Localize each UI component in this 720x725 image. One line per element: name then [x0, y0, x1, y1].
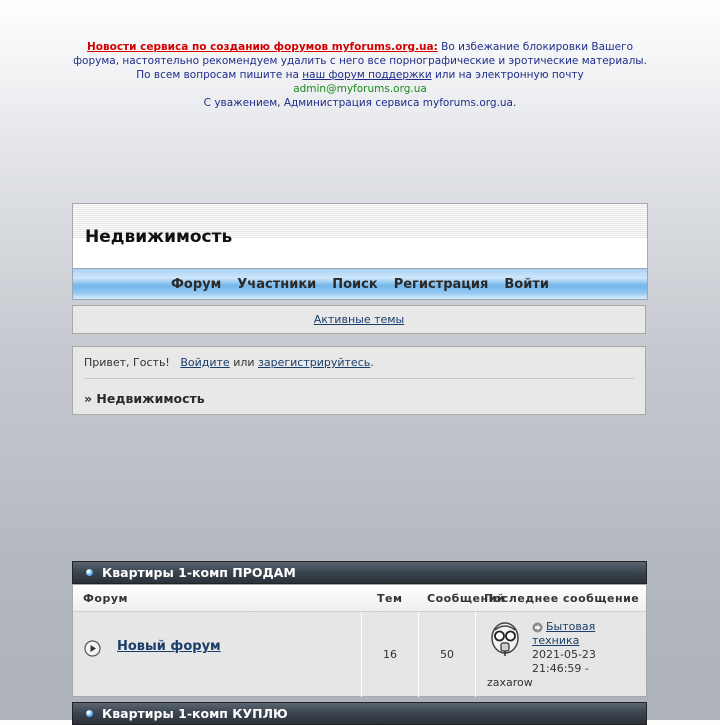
divider: [84, 378, 634, 379]
breadcrumb: » Недвижимость: [84, 391, 205, 406]
support-forum-link[interactable]: наш форум поддержки: [302, 69, 432, 81]
news-link[interactable]: Новости сервиса по созданию форумов myforums.org.ua:: [86, 41, 438, 53]
guest-welcome-box: [72, 346, 646, 415]
col-last-post: Последнее сообщение: [484, 592, 640, 605]
topics-count: 16: [383, 648, 397, 661]
admin-email: admin@myforums.org.ua: [293, 83, 427, 95]
or-text: или: [229, 356, 259, 369]
category-title[interactable]: Квартиры 1-комп КУПЛЮ: [102, 706, 288, 721]
forum-name-link[interactable]: Новый форум: [117, 639, 221, 654]
col-topics: Тем: [377, 592, 403, 605]
last-post-cell: [476, 612, 646, 697]
nav-login[interactable]: Войти: [504, 276, 549, 292]
last-post-date: 2021-05-23 21:46:59 -: [532, 648, 596, 675]
active-topics-box: [72, 305, 646, 334]
forum-header: [72, 203, 648, 268]
nav-members[interactable]: Участники: [237, 276, 317, 292]
forum-cell: [73, 612, 362, 697]
guest-greeting: Привет, Гость!: [84, 356, 170, 369]
col-posts: Сообщений: [427, 592, 506, 605]
posts-count: 50: [440, 648, 454, 661]
notice-text-2: или на электронную почту: [431, 69, 584, 81]
category-header: [72, 702, 647, 725]
nav-register[interactable]: Регистрация: [393, 276, 489, 292]
last-post-link[interactable]: Бытовая техника: [532, 620, 596, 647]
category-header: [72, 561, 647, 584]
table-header: [73, 585, 646, 612]
category-title[interactable]: Квартиры 1-комп ПРОДАМ: [102, 565, 296, 580]
main-nav: [72, 268, 648, 300]
active-topics-link[interactable]: Активные темы: [313, 313, 405, 326]
notice-text-1: Во избежание блокировки Вашего форума, настоятельно рекомендуем удалить с него все порнографические и эротические материалы. По всем вопросам пишите на: [73, 41, 647, 81]
guest-line: [84, 356, 634, 369]
table-row: [73, 612, 646, 697]
notice-signature: С уважением, Администрация сервиса myforums.org.ua.: [203, 97, 517, 109]
nav-search[interactable]: Поиск: [332, 276, 378, 292]
last-post-user: zaxarow: [487, 676, 533, 689]
service-notice: [70, 40, 650, 110]
col-forum: Форум: [83, 592, 129, 605]
avatar[interactable]: [486, 620, 524, 658]
posts-cell: [419, 612, 476, 697]
blue-bullet-icon: [86, 569, 93, 576]
play-circle-icon: [84, 640, 101, 657]
nav-forum[interactable]: Форум: [171, 276, 222, 292]
forum-table: [72, 584, 647, 697]
register-link[interactable]: зарегистрируйтесь: [258, 356, 371, 369]
period: .: [370, 356, 374, 369]
login-link[interactable]: Войдите: [180, 356, 230, 369]
topics-cell: [362, 612, 419, 697]
blue-bullet-icon: [86, 710, 93, 717]
forum-title: Недвижимость: [85, 227, 233, 247]
